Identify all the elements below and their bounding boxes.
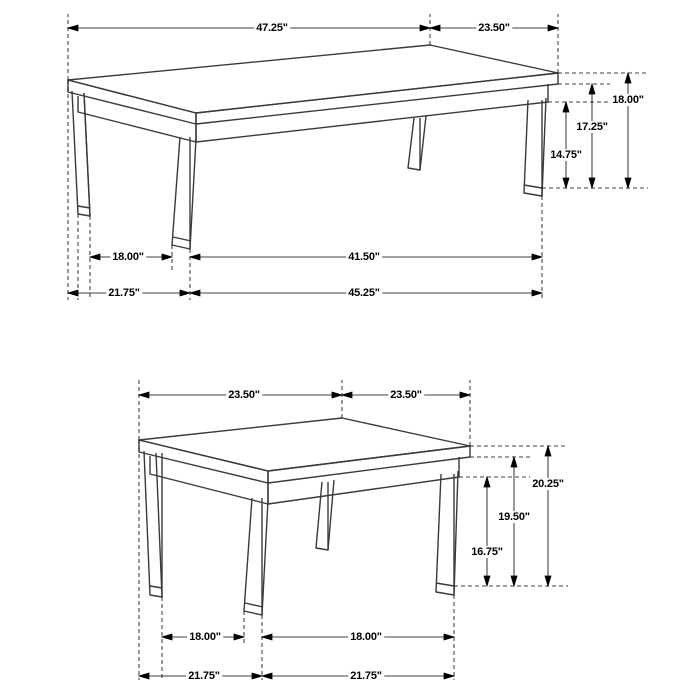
dimension-label-ct-base-left: 21.75" <box>108 287 140 299</box>
dimension-label-ct-right-inner: 14.75" <box>550 149 582 161</box>
dimension-label-et-top-right: 23.50" <box>390 389 422 401</box>
end-table-outline <box>139 418 470 615</box>
dimension-label-ct-top-right: 23.50" <box>478 22 510 34</box>
coffee-table-outline <box>68 45 558 249</box>
dimension-label-et-base-right: 21.75" <box>350 670 382 682</box>
dimension-label-ct-top-left: 47.25" <box>256 22 288 34</box>
dimension-label-et-top-left: 23.50" <box>228 389 260 401</box>
dimension-label-ct-bottom-left: 18.00" <box>112 251 144 263</box>
end-table-diagram <box>0 350 700 700</box>
dimension-label-ct-right-outer: 18.00" <box>612 94 644 106</box>
dimension-label-ct-base-right: 45.25" <box>348 287 380 299</box>
dimension-label-et-right-mid: 19.50" <box>498 511 530 523</box>
dimension-label-et-bottom-left: 18.00" <box>189 631 221 643</box>
dimension-label-et-base-left: 21.75" <box>188 670 220 682</box>
dimension-label-ct-bottom-mid: 41.50" <box>348 251 380 263</box>
end-table-drawing <box>0 350 700 700</box>
dimension-label-ct-right-mid: 17.25" <box>576 121 608 133</box>
dimension-label-et-right-inner: 16.75" <box>471 546 503 558</box>
dimension-label-et-bottom-mid: 18.00" <box>350 631 382 643</box>
dimension-label-et-right-outer: 20.25" <box>532 478 564 490</box>
